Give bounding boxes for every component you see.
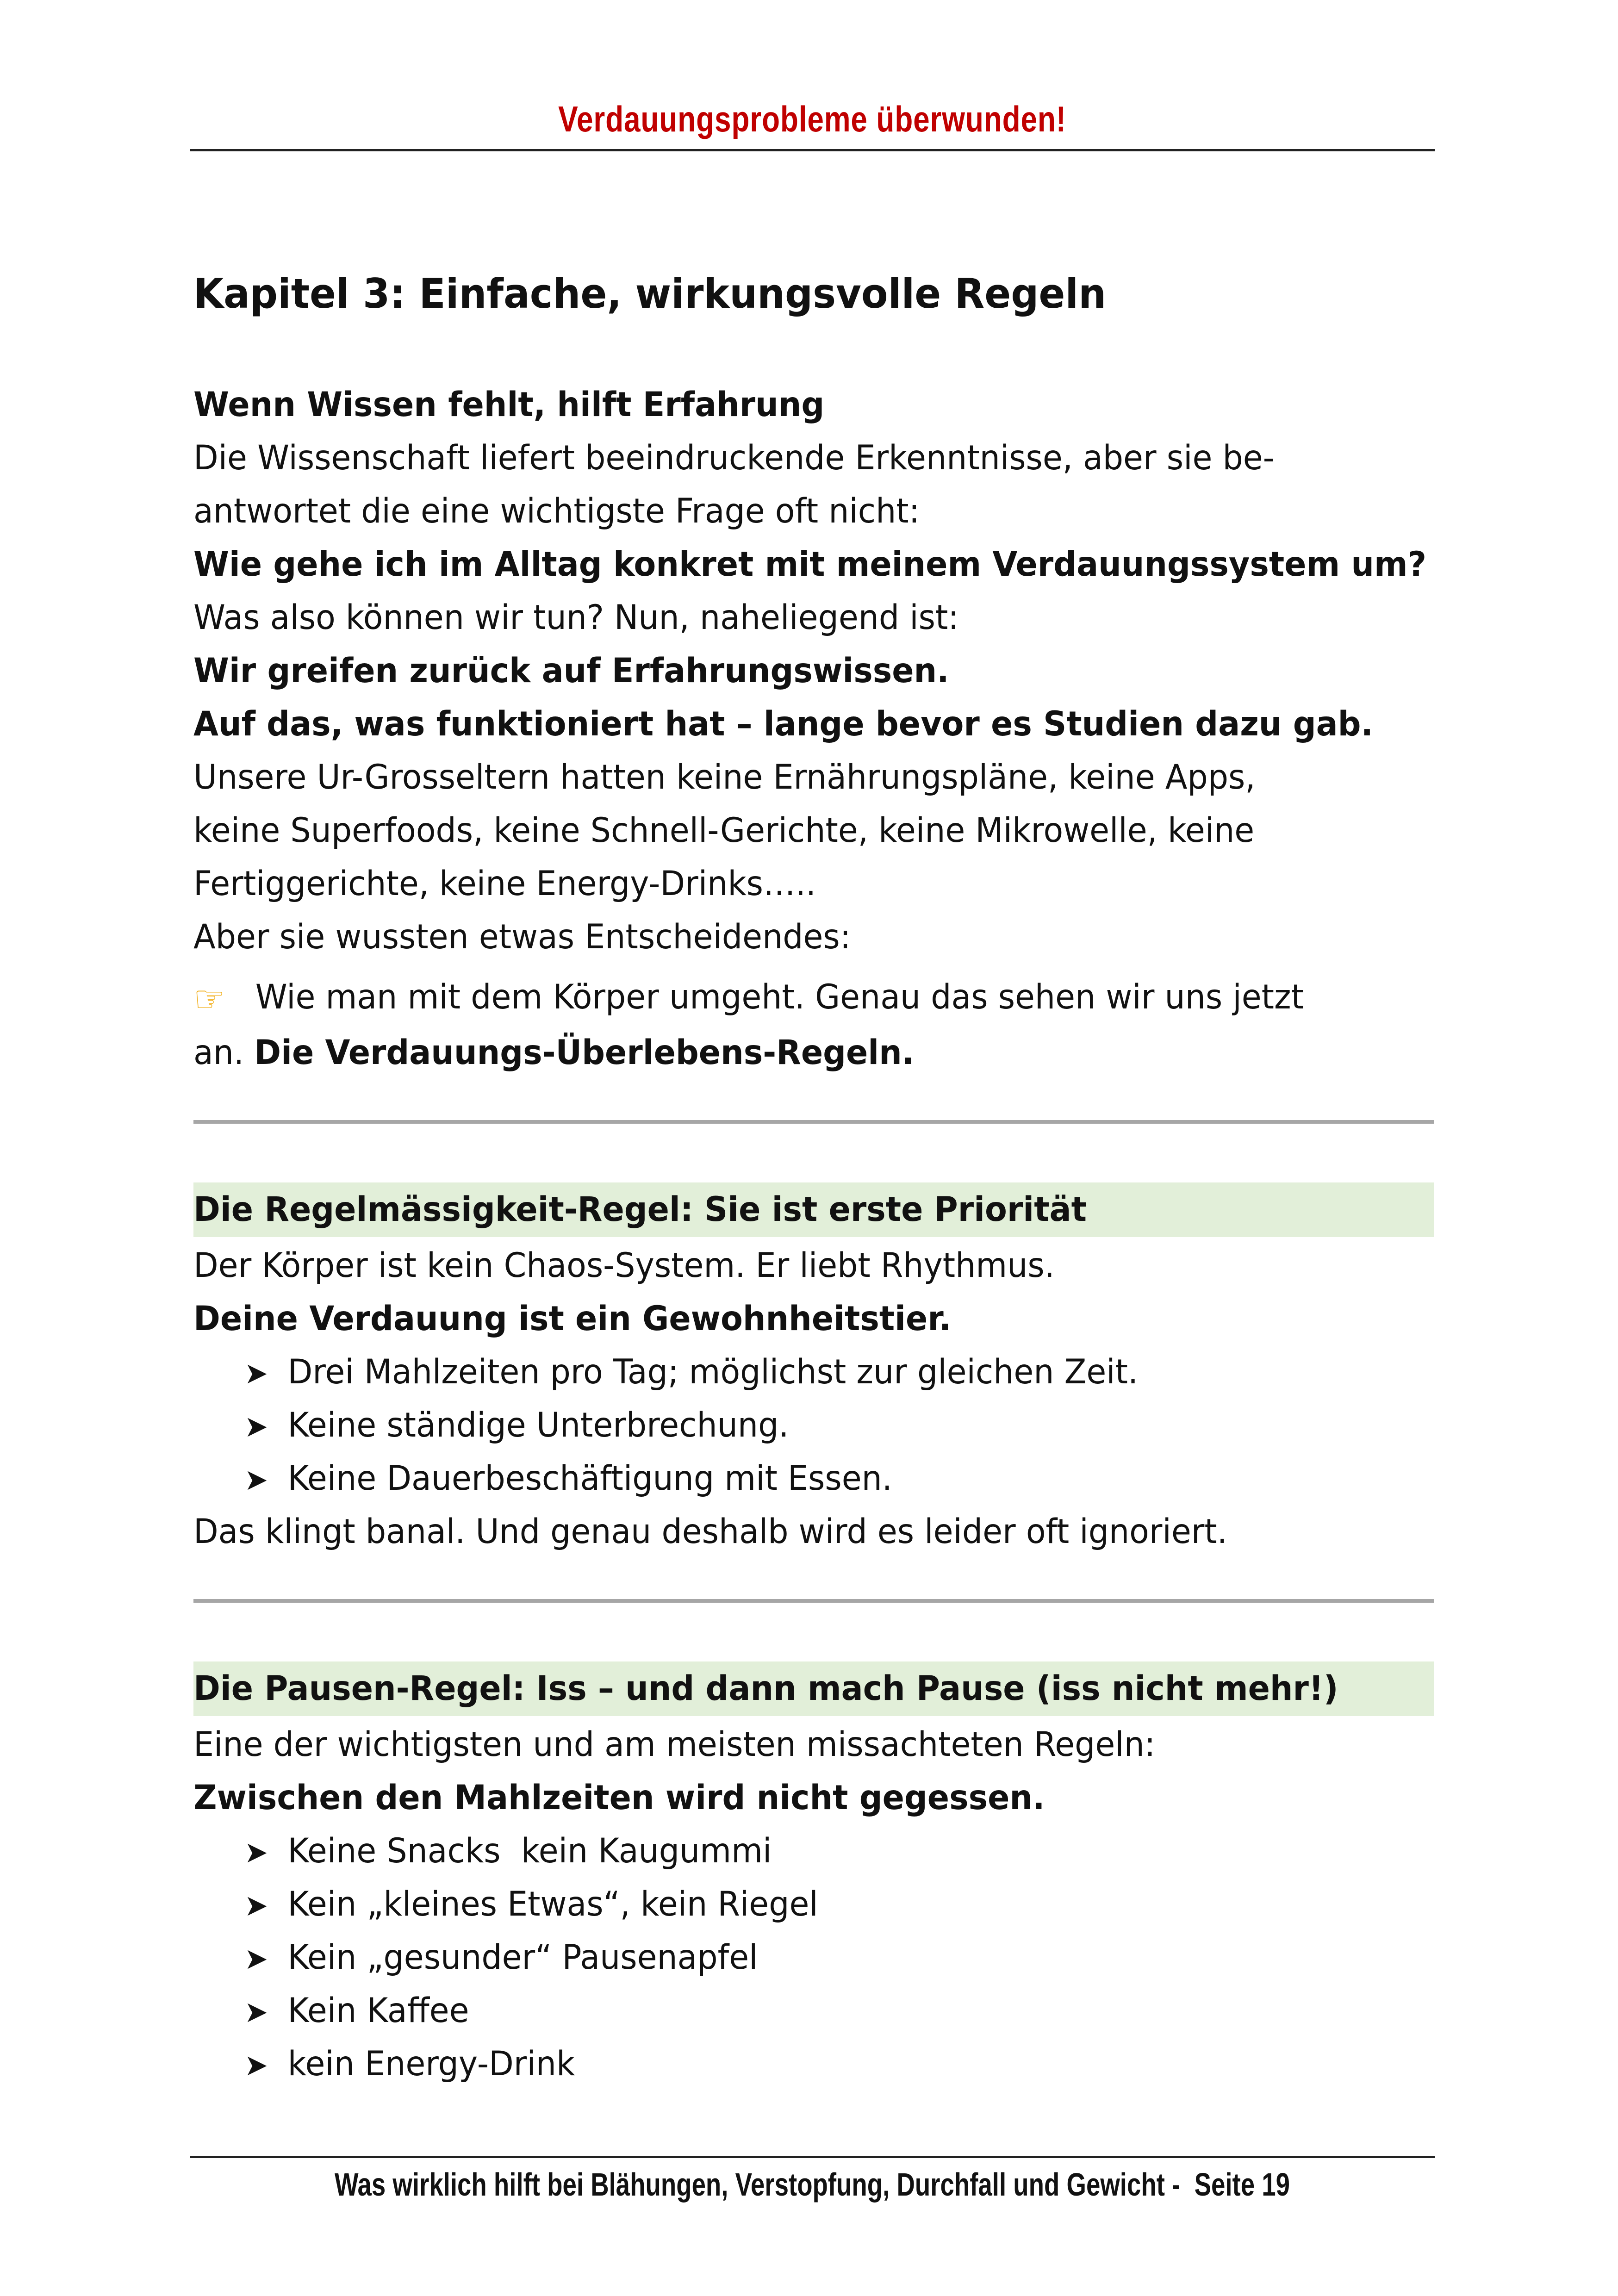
paragraph-line: Wie gehe ich im Alltag konkret mit meinem Verdauungssystem um?	[193, 545, 1427, 584]
paragraph-text: Wie man mit dem Körper umgeht. Genau das sehen wir uns jetzt	[255, 977, 1304, 1017]
list-item-text: Drei Mahlzeiten pro Tag; möglichst zur gleichen Zeit.	[287, 1352, 1139, 1392]
section-heading-highlight	[193, 1182, 1434, 1237]
paragraph-text: an.	[193, 1033, 255, 1072]
section-heading: Die Pausen-Regel: Iss – und dann mach Pause (iss nicht mehr!)	[193, 1669, 1338, 1708]
paragraph-line: Unsere Ur-Grosseltern hatten keine Ernährungspläne, keine Apps,	[193, 758, 1256, 797]
paragraph-line: antwortet die eine wichtigste Frage oft nicht:	[193, 492, 920, 531]
section-intro: Eine der wichtigsten und am meisten missachteten Regeln:	[193, 1725, 1156, 1764]
list-item	[244, 1884, 818, 1925]
list-item	[244, 1458, 892, 1500]
footer-divider	[190, 2156, 1435, 2158]
paragraph-line	[193, 1032, 914, 1074]
arrow-bullet-icon: ➤	[244, 1356, 268, 1391]
list-item-text: Keine Dauerbeschäftigung mit Essen.	[287, 1459, 892, 1498]
list-item	[244, 1937, 758, 1979]
section-heading: Die Regelmässigkeit-Regel: Sie ist erste Priorität	[193, 1190, 1087, 1229]
arrow-bullet-icon: ➤	[244, 1463, 268, 1497]
paragraph-line: Fertiggerichte, keine Energy-Drinks…..	[193, 864, 816, 903]
arrow-bullet-icon: ➤	[244, 1889, 268, 1923]
list-item	[244, 1351, 1138, 1393]
section-divider	[193, 1599, 1434, 1603]
paragraph-line: keine Superfoods, keine Schnell-Gerichte, keine Mikrowelle, keine	[193, 811, 1255, 850]
list-item-text: kein Energy-Drink	[287, 2044, 575, 2084]
chapter-subheading: Wenn Wissen fehlt, hilft Erfahrung	[193, 385, 825, 424]
list-item-text: Keine ständige Unterbrechung.	[287, 1406, 789, 1445]
arrow-bullet-icon: ➤	[244, 2048, 268, 2083]
list-item-text: Kein „gesunder“ Pausenapfel	[287, 1938, 758, 1977]
arrow-bullet-icon: ➤	[244, 1942, 268, 1976]
paragraph-line: Wir greifen zurück auf Erfahrungswissen.	[193, 651, 949, 691]
paragraph-line: Aber sie wussten etwas Entscheidendes:	[193, 917, 851, 957]
list-item	[244, 1990, 469, 2032]
header-divider	[190, 149, 1435, 151]
list-item	[244, 1405, 789, 1446]
rules-title-emphasis: Die Verdauungs-Überlebens-Regeln.	[254, 1033, 915, 1072]
list-item-text: Kein Kaffee	[287, 1991, 469, 2030]
section-bold-statement: Zwischen den Mahlzeiten wird nicht gegessen.	[193, 1778, 1045, 1817]
chapter-title: Kapitel 3: Einfache, wirkungsvolle Regeln	[193, 270, 1107, 317]
section-bold-statement: Deine Verdauung ist ein Gewohnheitstier.	[193, 1299, 952, 1338]
list-item-text: Kein „kleines Etwas“, kein Riegel	[287, 1885, 818, 1924]
arrow-bullet-icon: ➤	[244, 1995, 268, 2029]
paragraph-line: Auf das, was funktioniert hat – lange bevor es Studien dazu gab.	[193, 704, 1374, 744]
footer-text: Was wirklich hilft bei Blähungen, Verstopfung, Durchfall und Gewicht - Seite 19	[335, 2166, 1290, 2203]
list-item	[244, 1830, 772, 1872]
pointing-hand-icon: ☞	[193, 977, 225, 1020]
list-item	[244, 2043, 575, 2085]
paragraph-line-with-icon	[193, 977, 1304, 1018]
arrow-bullet-icon: ➤	[244, 1410, 268, 1444]
section-outro: Das klingt banal. Und genau deshalb wird es leider oft ignoriert.	[193, 1512, 1227, 1551]
header-title: Verdauungsprobleme überwunden!	[558, 99, 1066, 139]
paragraph-line: Was also können wir tun? Nun, naheliegend ist:	[193, 598, 959, 637]
section-heading-highlight	[193, 1661, 1434, 1716]
paragraph-line: Die Wissenschaft liefert beeindruckende Erkenntnisse, aber sie be-	[193, 438, 1275, 478]
list-item-text: Keine Snacks kein Kaugummi	[287, 1831, 772, 1871]
section-intro: Der Körper ist kein Chaos-System. Er liebt Rhythmus.	[193, 1246, 1055, 1285]
section-divider	[193, 1120, 1434, 1124]
arrow-bullet-icon: ➤	[244, 1836, 268, 1870]
